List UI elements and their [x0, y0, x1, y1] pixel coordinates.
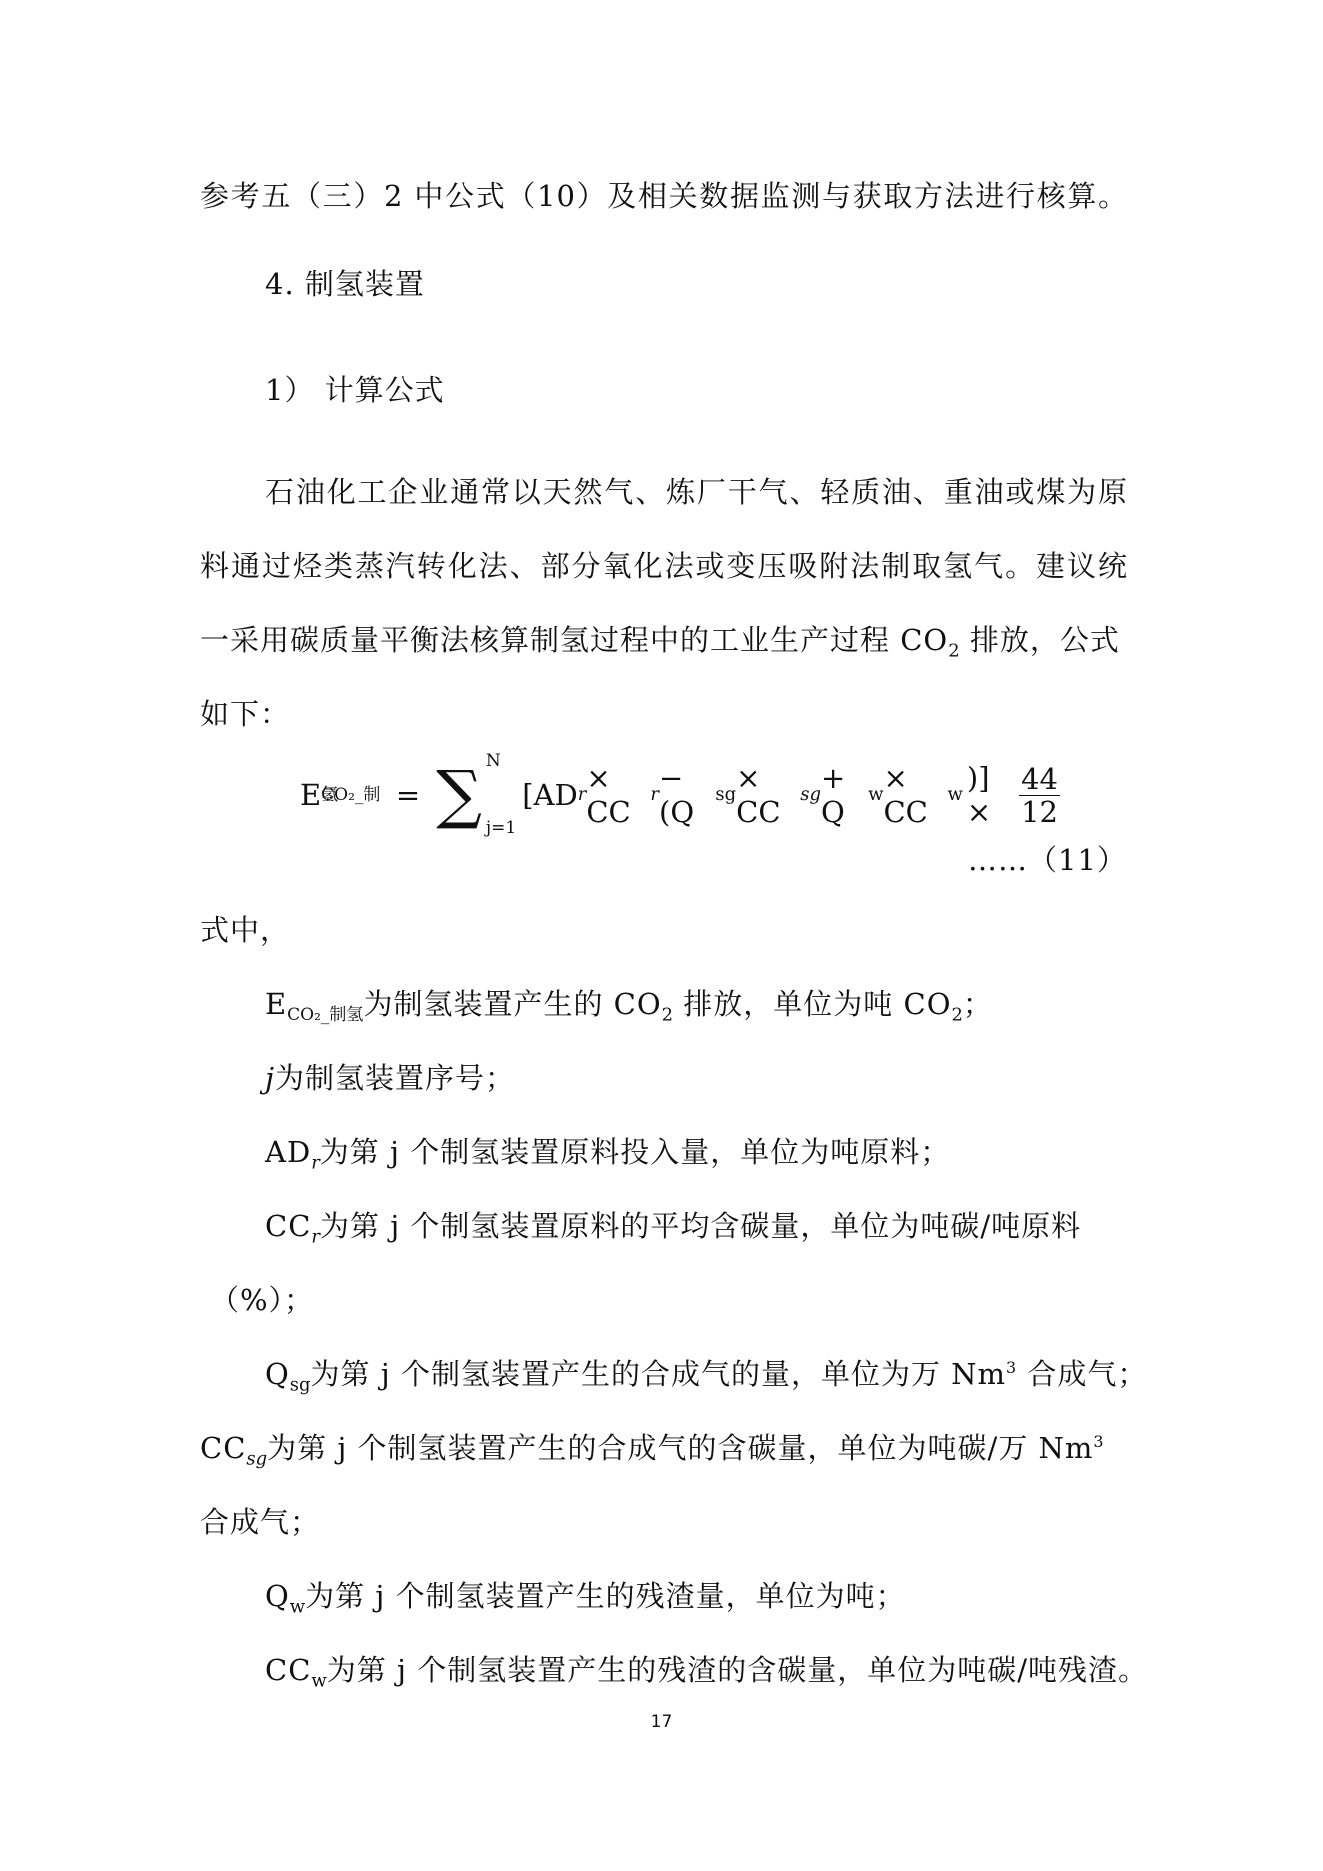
- where-label: 式中，: [200, 913, 291, 947]
- def-e-co2: $E_{CO_2\_制氢}$为制氢装置产生的 $CO_2$ 排放，单位为吨 $CO_2$；: [265, 987, 993, 1026]
- def-cc-r-cont: （%）；: [210, 1283, 315, 1317]
- def-cc-w: $CC_w$为第 j 个制氢装置产生的残渣的含碳量，单位为吨碳/吨残渣。: [265, 1653, 1148, 1692]
- para-line-4: 如下：: [200, 697, 291, 731]
- para-line-2: 料通过烃类蒸汽转化法、部分氧化法或变压吸附法制取氢气。建议统: [200, 549, 1128, 583]
- def-j: j为制氢装置序号；: [265, 1061, 516, 1095]
- para-line-3: 一采用碳质量平衡法核算制氢过程中的工业生产过程 $CO_2$ 排放，公式: [200, 623, 1120, 662]
- def-q-sg: $Q_{sg}$为第 j 个制氢装置产生的合成气的量，单位为万 Nm$^3$ 合成气；: [265, 1357, 1148, 1396]
- def-q-w: $Q_w$为第 j 个制氢装置产生的残渣量，单位为吨；: [265, 1579, 906, 1618]
- formula-number: ……（11）: [968, 843, 1127, 877]
- def-ad-r: $AD_r$为第 j 个制氢装置原料投入量，单位为吨原料；: [265, 1135, 951, 1174]
- sum-symbol: ∑: [436, 758, 482, 832]
- formula-11: E CO₂_制氢 = ∑ N j=1 [AD r × CC r − (Q sg × CC sg + Q w × CC w )] × $\frac{44}{12}$: [300, 751, 1058, 838]
- def-cc-sg: $CC_{sg}$为第 j 个制氢装置产生的合成气的含碳量，单位为吨碳/万 Nm$^3$: [200, 1431, 1105, 1470]
- intro-line: 参考五（三）2 中公式（10）及相关数据监测与获取方法进行核算。: [200, 179, 1128, 213]
- def-cc-sg-cont: 合成气；: [200, 1505, 321, 1539]
- def-cc-r: $CC_r$为第 j 个制氢装置原料的平均含碳量，单位为吨碳/吨原料: [265, 1209, 1082, 1248]
- para-line-1: 石油化工企业通常以天然气、炼厂干气、轻质油、重油或煤为原: [265, 475, 1128, 509]
- page-number: 17: [650, 1712, 673, 1732]
- section-heading: 4. 制氢装置: [265, 267, 425, 301]
- sub-heading: 1） 计算公式: [265, 373, 445, 407]
